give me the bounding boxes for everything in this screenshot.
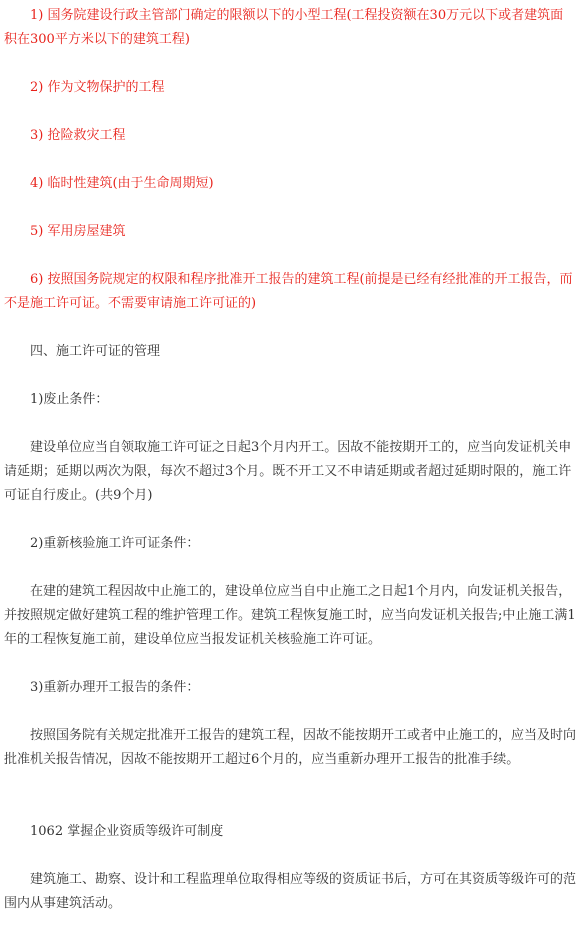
- paragraph-exemption-6: 6) 按照国务院规定的权限和程序批准开工报告的建筑工程(前提是已经有经批准的开工报告，而不是施工许可证。不需要审请施工许可证的): [4, 272, 573, 311]
- paragraph-exemption-4: 4) 临时性建筑(由于生命周期短): [30, 176, 214, 191]
- paragraph-exemption-2: 2) 作为文物保护的工程: [30, 80, 165, 95]
- paragraph-exemption-1: 1) 国务院建设行政主管部门确定的限额以下的小型工程(工程投资额在30万元以下或者建筑面积在300平方米以下的建筑工程): [4, 8, 564, 47]
- paragraph-exemption-5: 5) 军用房屋建筑: [30, 224, 126, 239]
- subheading-abolish-conditions: 1)废止条件：: [30, 392, 109, 407]
- section-heading-qualification: 1062 掌握企业资质等级许可制度: [30, 824, 224, 839]
- subheading-reapply-report: 3)重新办理开工报告的条件：: [30, 680, 200, 695]
- paragraph-reapply-report: 按照国务院有关规定批准开工报告的建筑工程，因故不能按期开工或者中止施工的，应当及时向批准机关报告情况，因故不能按期开工超过6个月的，应当重新办理开工报告的批准手续。: [4, 728, 577, 767]
- paragraph-qualification: 建筑施工、勘察、设计和工程监理单位取得相应等级的资质证书后，方可在其资质等级许可的范围内从事建筑活动。: [4, 872, 577, 911]
- paragraph-exemption-3: 3) 抢险救灾工程: [30, 128, 126, 143]
- paragraph-abolish-conditions: 建设单位应当自领取施工许可证之日起3个月内开工。因故不能按期开工的，应当向发证机关申请延期；延期以两次为限，每次不超过3个月。既不开工又不申请延期或者超过延期时限的，施工许可证自行废止。(共9个月): [4, 440, 572, 503]
- section-heading-permit-management: 四、施工许可证的管理: [30, 344, 161, 359]
- subheading-reverify-conditions: 2)重新核验施工许可证条件：: [30, 536, 200, 551]
- paragraph-reverify-conditions: 在建的建筑工程因故中止施工的，建设单位应当自中止施工之日起1个月内，向发证机关报告，并按照规定做好建筑工程的维护管理工作。建筑工程恢复施工时，应当向发证机关报告;中止施工满1年的工程恢复施工前，建设单位应当报发证机关核验施工许可证。: [4, 584, 576, 647]
